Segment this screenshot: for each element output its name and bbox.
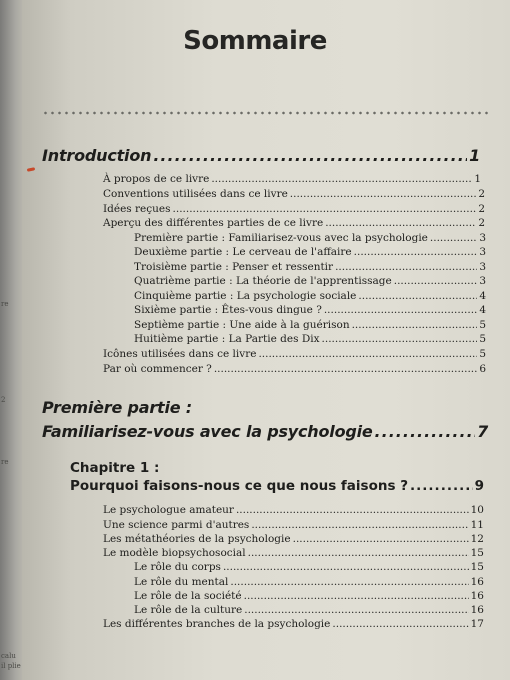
- toc-leader: [324, 303, 477, 317]
- toc-entry: [103, 187, 485, 201]
- toc-leader: [430, 231, 477, 245]
- toc-page-number: 16: [470, 576, 484, 588]
- toc-page-number: 2: [478, 188, 485, 200]
- toc-entry-label: Première partie : Familiarisez-vous avec la psychologie: [134, 232, 428, 244]
- toc-leader: [236, 503, 469, 517]
- page-title: Sommaire: [183, 26, 327, 56]
- adjacent-page-fragment: re: [1, 458, 9, 466]
- adjacent-page-fragment: calu: [1, 652, 16, 660]
- toc-leader: [352, 318, 478, 332]
- toc-page-number: 11: [470, 519, 484, 531]
- toc-leader: [410, 478, 473, 494]
- toc-leader: [290, 187, 477, 201]
- toc-entry-label: À propos de ce livre: [103, 173, 210, 185]
- toc-entry: [103, 216, 485, 230]
- toc-leader: [335, 260, 477, 274]
- toc-leader: [258, 347, 477, 361]
- toc-page-number: 12: [470, 533, 484, 545]
- toc-entry-label: Le rôle du corps: [134, 561, 221, 573]
- toc-entry: [134, 318, 486, 332]
- book-gutter: [0, 0, 22, 680]
- toc-leader: [211, 172, 472, 186]
- toc-entry-chapter1: [70, 478, 484, 494]
- toc-entry-label: Une science parmi d'autres: [103, 519, 250, 531]
- toc-page-number: 1: [474, 173, 481, 185]
- toc-entry: [134, 274, 486, 288]
- toc-entry: [134, 575, 484, 589]
- toc-leader: [375, 422, 476, 441]
- toc-entry-label: Le modèle biopsychosocial: [103, 547, 246, 559]
- toc-entry-label: Les métathéories de la psychologie: [103, 533, 291, 545]
- toc-leader: [358, 289, 477, 303]
- toc-page-number: 4: [479, 290, 486, 302]
- adjacent-page-fragment: il plie: [1, 662, 21, 670]
- toc-entry-label: Le psychologue amateur: [103, 504, 234, 516]
- toc-page-number: 17: [470, 618, 484, 630]
- toc-page-number: 5: [479, 319, 486, 331]
- toc-page-number: 3: [479, 246, 486, 258]
- toc-leader: [293, 532, 469, 546]
- toc-entry-label: Icônes utilisées dans ce livre: [103, 348, 257, 360]
- toc-page-number: 3: [479, 275, 486, 287]
- toc-page-number: 10: [470, 504, 484, 516]
- toc-leader: [223, 560, 469, 574]
- toc-entry: [134, 589, 484, 603]
- toc-entry-label: Le rôle de la société: [134, 590, 242, 602]
- toc-entry-label: Sixième partie : Êtes-vous dingue ?: [134, 304, 322, 316]
- toc-entry-label: Troisième partie : Penser et ressentir: [134, 261, 334, 273]
- toc-page-number: 16: [470, 590, 484, 602]
- toc-entry: [134, 603, 484, 617]
- toc-entry-label: Quatrième partie : La théorie de l'apprentissage: [134, 275, 392, 287]
- toc-page-number: 15: [470, 547, 484, 559]
- toc-entry-label: Huitième partie : La Partie des Dix: [134, 333, 320, 345]
- toc-entry: [103, 617, 484, 631]
- toc-page-number: 6: [479, 363, 486, 375]
- toc-entry: [103, 532, 484, 546]
- toc-entry-label: Introduction: [42, 146, 152, 165]
- toc-entry: [134, 231, 486, 245]
- toc-entry: [134, 245, 486, 259]
- adjacent-page-fragment: re: [1, 300, 9, 308]
- toc-leader: [394, 274, 478, 288]
- toc-entry-label: Le rôle de la culture: [134, 604, 243, 616]
- toc-leader: [332, 617, 468, 631]
- toc-entry-label: Aperçu des différentes parties de ce livre: [103, 217, 324, 229]
- toc-entry-label: Pourquoi faisons-nous ce que nous faisons ?: [70, 478, 409, 494]
- toc-entry-label: Deuxième partie : Le cerveau de l'affaire: [134, 246, 352, 258]
- toc-entry-label: Par où commencer ?: [103, 363, 212, 375]
- toc-leader: [230, 575, 468, 589]
- toc-entry-label: Septième partie : Une aide à la guérison: [134, 319, 350, 331]
- toc-page-number: 1: [469, 146, 480, 165]
- toc-entry-label: Les différentes branches de la psychologie: [103, 618, 331, 630]
- toc-entry: [103, 546, 484, 560]
- toc-entry-label: Familiarisez-vous avec la psychologie: [42, 422, 373, 441]
- title-divider: [42, 111, 488, 115]
- part-heading-line1: Première partie :: [42, 398, 192, 417]
- toc-entry: [103, 172, 481, 186]
- toc-entry-label: Cinquième partie : La psychologie sociale: [134, 290, 357, 302]
- toc-entry-label: Le rôle du mental: [134, 576, 229, 588]
- chapter-heading-line1: Chapitre 1 :: [70, 460, 160, 476]
- toc-entry-label: Conventions utilisées dans ce livre: [103, 188, 288, 200]
- toc-page-number: 15: [470, 561, 484, 573]
- toc-leader: [244, 589, 469, 603]
- toc-page-number: 3: [479, 261, 486, 273]
- toc-page-number: 7: [477, 422, 488, 441]
- toc-entry: [103, 202, 485, 216]
- toc-entry-label: Idées reçues: [103, 203, 171, 215]
- toc-entry: [103, 347, 486, 361]
- toc-leader: [325, 216, 476, 230]
- toc-entry-introduction: [42, 146, 480, 165]
- toc-leader: [354, 245, 478, 259]
- toc-leader: [322, 332, 478, 346]
- toc-page-number: 5: [479, 333, 486, 345]
- toc-page-number: 2: [478, 217, 485, 229]
- toc-page-number: 16: [470, 604, 484, 616]
- toc-entry: [134, 560, 484, 574]
- toc-leader: [214, 362, 478, 376]
- toc-entry: [134, 289, 486, 303]
- toc-leader: [173, 202, 477, 216]
- toc-page-number: 3: [479, 232, 486, 244]
- toc-leader: [153, 146, 467, 165]
- toc-entry-part1: [42, 422, 488, 441]
- toc-leader: [248, 546, 469, 560]
- toc-leader: [244, 603, 468, 617]
- toc-page-number: 2: [478, 203, 485, 215]
- toc-entry: [103, 518, 484, 532]
- toc-entry: [134, 260, 486, 274]
- toc-page-number: 9: [474, 478, 484, 494]
- toc-page-number: 5: [479, 348, 486, 360]
- adjacent-page-fragment: 2: [1, 396, 6, 404]
- toc-entry: [134, 332, 486, 346]
- toc-page-number: 4: [479, 304, 486, 316]
- toc-entry: [103, 503, 484, 517]
- toc-entry: [103, 362, 486, 376]
- toc-entry: [134, 303, 486, 317]
- toc-leader: [251, 518, 468, 532]
